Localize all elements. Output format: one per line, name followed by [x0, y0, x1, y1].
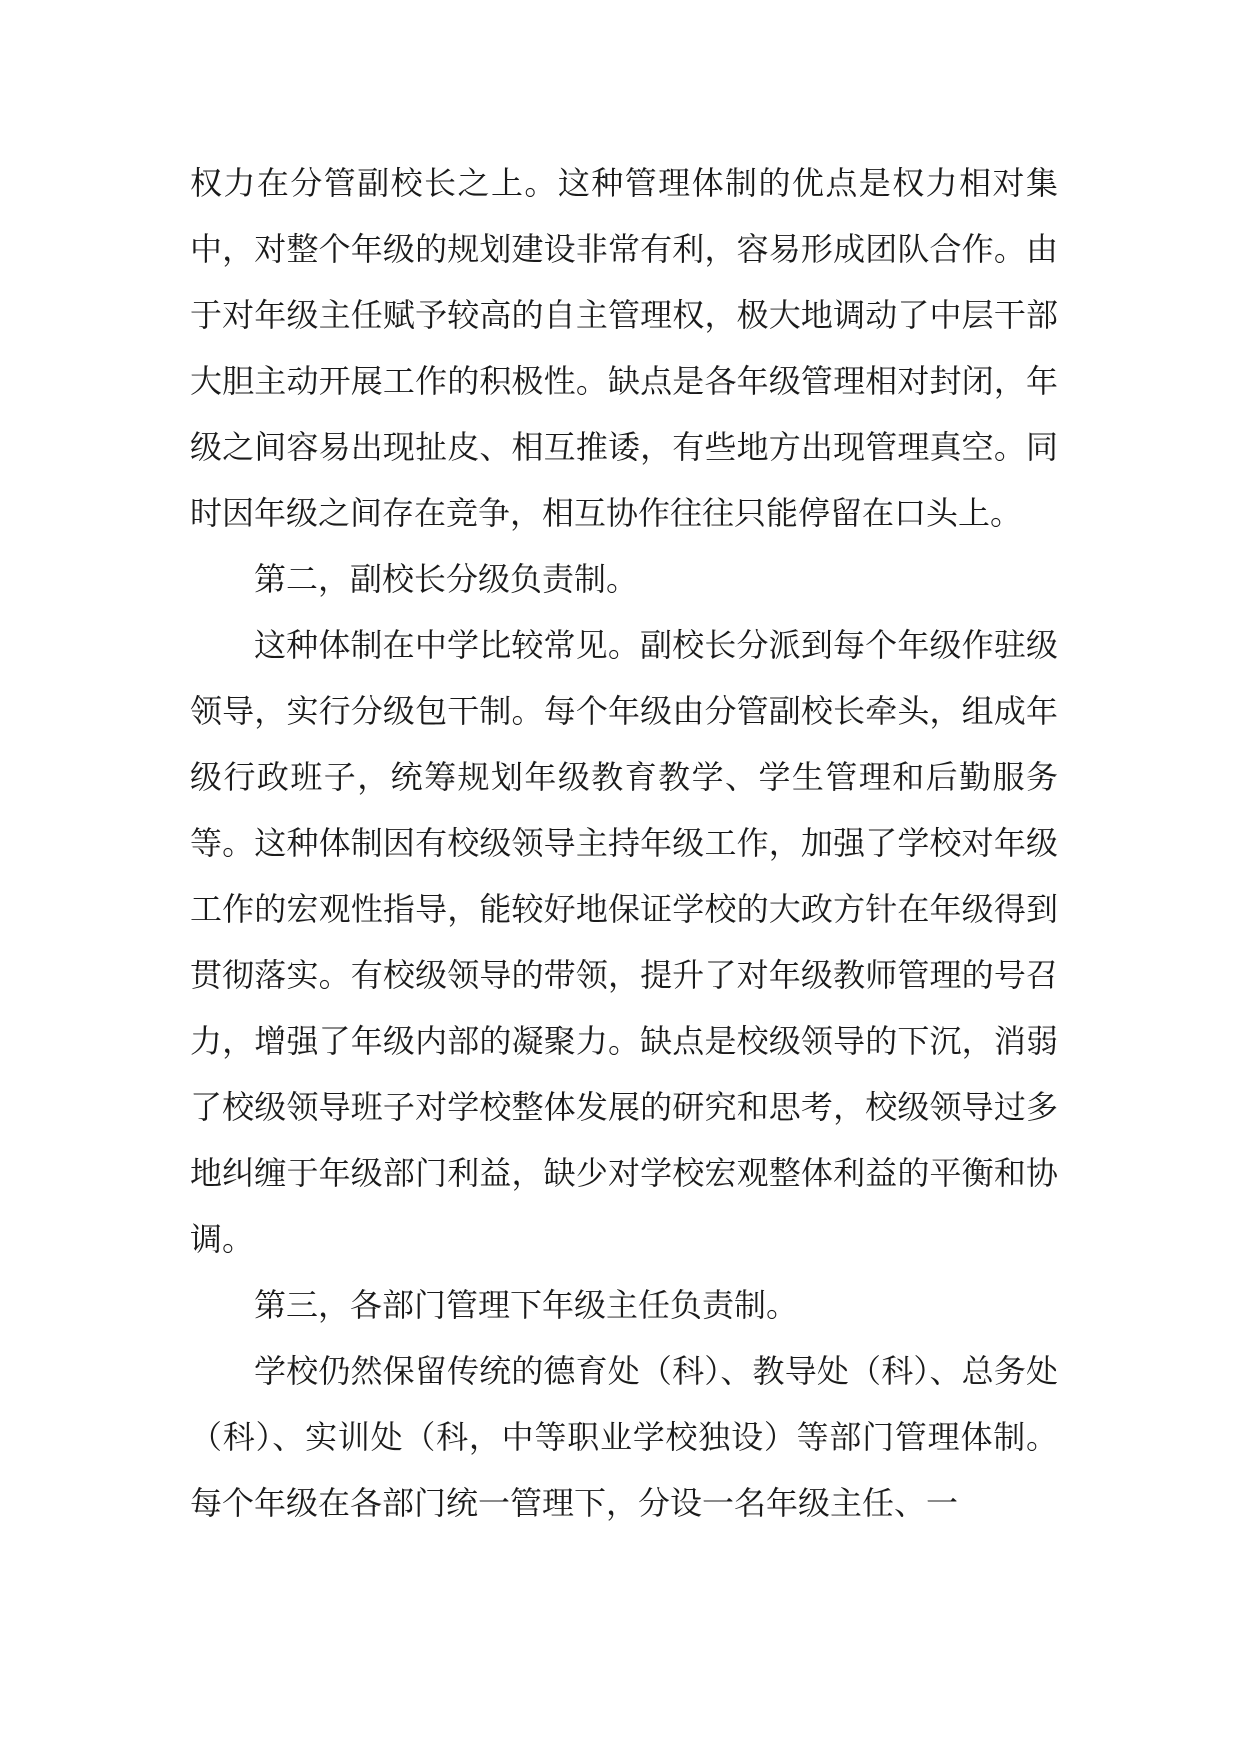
paragraph-heading-third: 第三，各部门管理下年级主任负责制。 — [254, 1286, 799, 1324]
document-body — [190, 150, 1058, 1536]
paragraph-second-system: 这种体制在中学比较常见。副校长分派到每个年级作驻级领导，实行分级包干制。每个年级由分管副校长牵头，组成年级行政班子，统筹规划年级教育教学、学生管理和后勤服务等。这种体制因有校级领导主持年级工作，加强了学校对年级工作的宏观性指导，能较好地保证学校的大政方针在年级得到贯彻落实。有校级领导的带领，提升了对年级教师管理的号召力，增强了年级内部的凝聚力。缺点是校级领导的下沉，消弱了校级领导班子对学校整体发展的研究和思考，校级领导过多地纠缠于年级部门利益，缺少对学校宏观整体利益的平衡和协调。 — [190, 626, 1058, 1258]
paragraph-continuation: 权力在分管副校长之上。这种管理体制的优点是权力相对集中，对整个年级的规划建设非常有利，容易形成团队合作。由于对年级主任赋予较高的自主管理权，极大地调动了中层干部大胆主动开展工作的积极性。缺点是各年级管理相对封闭，年级之间容易出现扯皮、相互推诿，有些地方出现管理真空。同时因年级之间存在竞争，相互协作往往只能停留在口头上。 — [190, 164, 1058, 532]
paragraph-heading-second: 第二，副校长分级负责制。 — [254, 560, 639, 598]
paragraph-third-system: 学校仍然保留传统的德育处（科）、教导处（科）、总务处（科）、实训处（科，中等职业学校独设）等部门管理体制。每个年级在各部门统一管理下，分设一名年级主任、一 — [190, 1352, 1058, 1522]
